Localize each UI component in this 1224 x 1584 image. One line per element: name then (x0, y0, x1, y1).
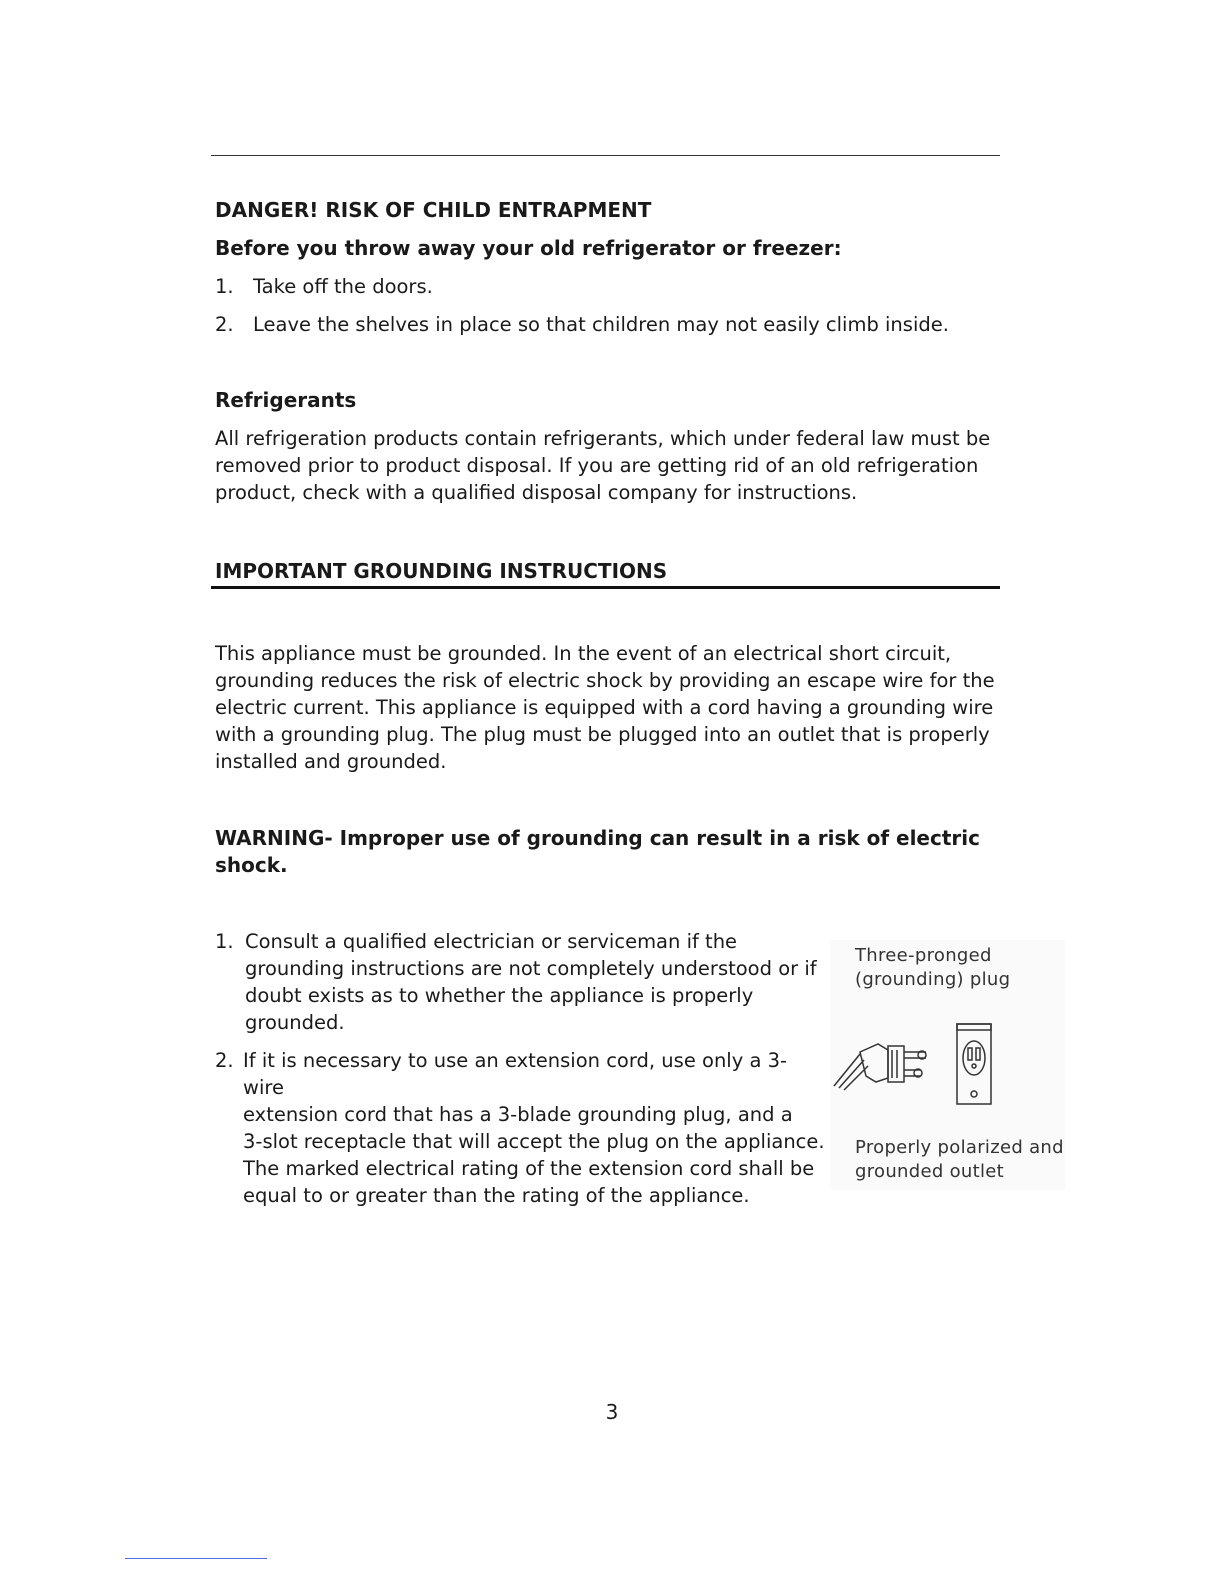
page-number: 3 (605, 1400, 619, 1424)
grounding-title: IMPORTANT GROUNDING INSTRUCTIONS (215, 559, 668, 583)
grounding-heading (215, 558, 667, 585)
warning-block (215, 825, 1005, 879)
grounding-line: grounding reduces the risk of electric shock by providing an escape wire for the (215, 669, 995, 692)
list-item (215, 1047, 825, 1209)
step-line: Consult a qualified electrician or serviceman if the (245, 930, 738, 953)
refrigerants-section (215, 387, 1005, 506)
outlet-caption (855, 1136, 1064, 1184)
list-number: 1. (215, 930, 234, 953)
top-rule (211, 155, 1000, 156)
step-line: doubt exists as to whether the appliance is properly (245, 984, 754, 1007)
grounding-figure (830, 940, 1065, 1190)
step-line: grounding instructions are not completely understood or if (245, 957, 817, 980)
warning-line: shock. (215, 853, 288, 877)
grounding-steps (215, 928, 825, 1209)
step-line: If it is necessary to use an extension cord, use only a 3-wire (243, 1049, 788, 1099)
grounding-line: This appliance must be grounded. In the event of an electrical short circuit, (215, 642, 952, 665)
refrigerants-line: product, check with a qualified disposal company for instructions. (215, 481, 858, 504)
list-text: Take off the doors. (253, 275, 433, 298)
footnote-link-line (125, 1558, 267, 1559)
grounding-line: with a grounding plug. The plug must be plugged into an outlet that is properly (215, 723, 990, 746)
step-line: 3-slot receptacle that will accept the plug on the appliance. (243, 1130, 825, 1153)
grounding-rule (211, 586, 1000, 589)
step-line: The marked electrical rating of the extension cord shall be (243, 1157, 815, 1180)
list-item (215, 928, 825, 1036)
grounding-line: electric current. This appliance is equipped with a cord having a grounding wire (215, 696, 994, 719)
warning-line: WARNING- Improper use of grounding can result in a risk of electric (215, 826, 980, 850)
plug-caption (855, 944, 1010, 992)
entrapment-section (215, 197, 1005, 338)
list-text: Leave the shelves in place so that children may not easily climb inside. (253, 313, 949, 336)
step-line: extension cord that has a 3-blade grounding plug, and a (243, 1103, 793, 1126)
list-item (215, 311, 1005, 338)
outlet-caption-line: Properly polarized and (855, 1137, 1064, 1158)
entrapment-subtitle: Before you throw away your old refrigerator or freezer: (215, 236, 842, 260)
plug-icon (830, 1020, 940, 1095)
list-item (215, 273, 1005, 300)
list-number: 2. (215, 1049, 234, 1072)
step-line: equal to or greater than the rating of the appliance. (243, 1184, 750, 1207)
grounding-line: installed and grounded. (215, 750, 447, 773)
outlet-icon (955, 1022, 995, 1108)
outlet-caption-line: grounded outlet (855, 1161, 1005, 1182)
plug-caption-line: (grounding) plug (855, 969, 1011, 990)
list-number: 1. (215, 275, 234, 298)
refrigerants-line: removed prior to product disposal. If you are getting rid of an old refrigeration (215, 454, 979, 477)
refrigerants-line: All refrigeration products contain refrigerants, which under federal law must be (215, 427, 991, 450)
list-number: 2. (215, 313, 234, 336)
entrapment-title: DANGER! RISK OF CHILD ENTRAPMENT (215, 198, 652, 222)
grounding-paragraph (215, 640, 1005, 775)
plug-caption-line: Three-pronged (855, 945, 992, 966)
step-line: grounded. (245, 1011, 345, 1034)
refrigerants-title: Refrigerants (215, 388, 357, 412)
